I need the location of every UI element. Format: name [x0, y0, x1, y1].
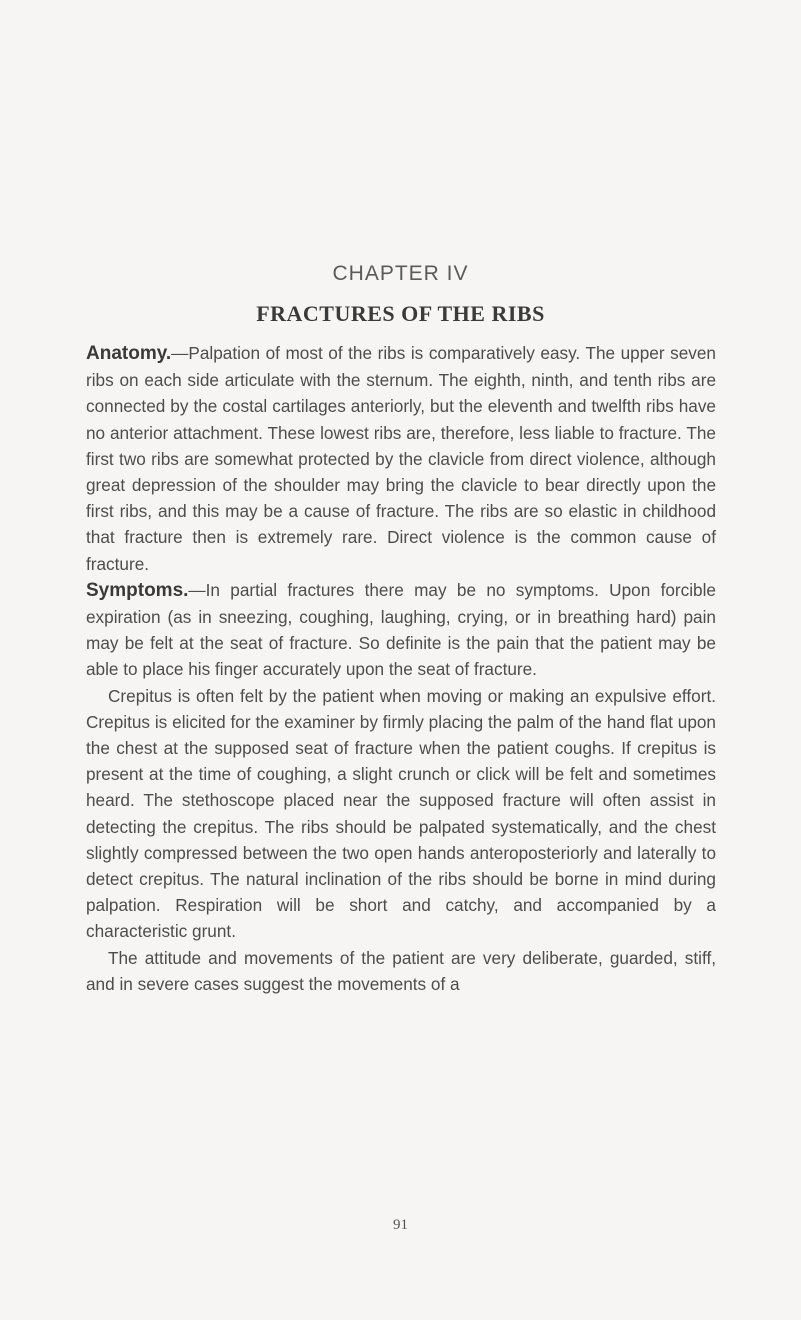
page-number: 91: [393, 1217, 408, 1233]
attitude-paragraph: The attitude and movements of the patient are very deliberate, guarded, stiff, and in severe cases suggest the movements of a: [86, 947, 716, 994]
anatomy-paragraph: [86, 340, 716, 577]
crepitus-paragraph: Crepitus is often felt by the patient when moving or making an expulsive effort. Crepitus is elicited for the examiner by firmly placing the palm of the hand flat upon the chest at the supposed seat of fracture when the patient coughs. If crepitus is present at the time of coughing, a slight crunch or click will be felt and sometimes heard. The stethoscope placed near the supposed fracture will often assist in detecting the crepitus. The ribs should be palpated systematically, and the chest slightly compressed between the two open hands anteroposteriorly and laterally to detect crepitus. The natural inclination of the ribs should be borne in mind during palpation. Respiration will be short and catchy, and accompanied by a characteristic grunt.: [86, 685, 716, 942]
chapter-title: FRACTURES OF THE RIBS: [256, 301, 545, 326]
anatomy-heading: Anatomy.: [86, 343, 172, 364]
chapter-label: CHAPTER IV: [332, 262, 469, 285]
symptoms-text: —In partial fractures there may be no symptoms. Upon forcible expiration (as in sneezing, coughing, laughing, crying, or in breathing hard) pain may be felt at the seat of fracture. So definite is the pain that the patient may be able to place his finger accurately upon the seat of fracture.: [86, 579, 716, 680]
symptoms-paragraph: [86, 577, 716, 683]
symptoms-heading: Symptoms.: [86, 579, 189, 601]
anatomy-text: —Palpation of most of the ribs is comparatively easy. The upper seven ribs on each side articulate with the sternum. The eighth, ninth, and tenth ribs are connected by the costal cartilages anteriorly, but the eleventh and twelfth ribs have no anterior attachment. These lowest ribs are, therefore, less liable to fracture. The first two ribs are somewhat protected by the clavicle from direct violence, although great depression of the shoulder may bring the clavicle to bear directly upon the first ribs, and this may be a cause of fracture. The ribs are so elastic in childhood that fracture then is extremely rare. Direct violence is the common cause of fracture.: [86, 343, 716, 574]
body-text: [86, 340, 716, 997]
